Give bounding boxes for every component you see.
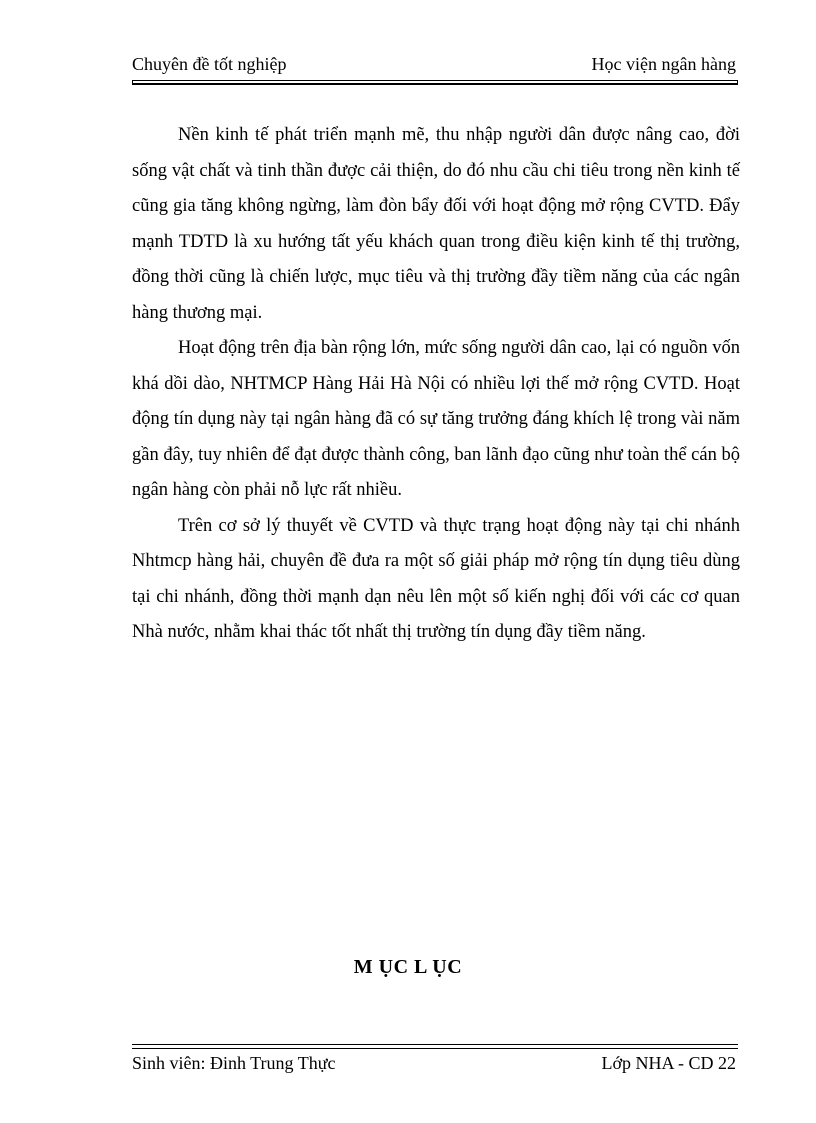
page-footer xyxy=(132,1044,738,1079)
header-document-type: Chuyên đề tốt nghiệp xyxy=(132,54,287,74)
paragraph-3: Trên cơ sở lý thuyết về CVTD và thực trạng hoạt động này tại chi nhánh Nhtmcp hàng hải, chuyên đề đưa ra một số giải pháp mở rộng tín dụng tiêu dùng tại chi nhánh, đồng thời mạnh dạn nêu lên một số kiến nghị đối với các cơ quan Nhà nước, nhằm khai thác tốt nhất thị trường tín dụng đầy tiềm năng. xyxy=(132,515,740,642)
page-header xyxy=(132,50,738,81)
header-institution: Học viện ngân hàng xyxy=(591,54,736,74)
footer-class: Lớp NHA - CD 22 xyxy=(601,1053,736,1073)
table-of-contents-title: M ỤC L ỤC xyxy=(353,956,463,978)
footer-student-name: Sinh viên: Đinh Trung Thực xyxy=(132,1053,336,1073)
body-text xyxy=(132,118,740,651)
paragraph-1: Nền kinh tế phát triển mạnh mẽ, thu nhập người dân được nâng cao, đời sống vật chất và tinh thần được cải thiện, do đó nhu cầu chi tiêu trong nền kinh tế cũng gia tăng không ngừng, làm đòn bẩy đối với hoạt động mở rộng CVTD. Đẩy mạnh TDTD là xu hướng tất yếu khách quan trong điều kiện kinh tế thị trường, đồng thời cũng là chiến lược, mục tiêu và thị trường đầy tiềm năng của các ngân hàng thương mại. xyxy=(132,125,740,323)
paragraph-2: Hoạt động trên địa bàn rộng lớn, mức sống người dân cao, lại có nguồn vốn khá dồi dào, NHTMCP Hàng Hải Hà Nội có nhiều lợi thế mở rộng CVTD. Hoạt động tín dụng này tại ngân hàng đã có sự tăng trưởng đáng khích lệ trong vài năm gần đây, tuy nhiên để đạt được thành công, ban lãnh đạo cũng như toàn thể cán bộ ngân hàng còn phải nỗ lực rất nhiều. xyxy=(132,338,740,500)
